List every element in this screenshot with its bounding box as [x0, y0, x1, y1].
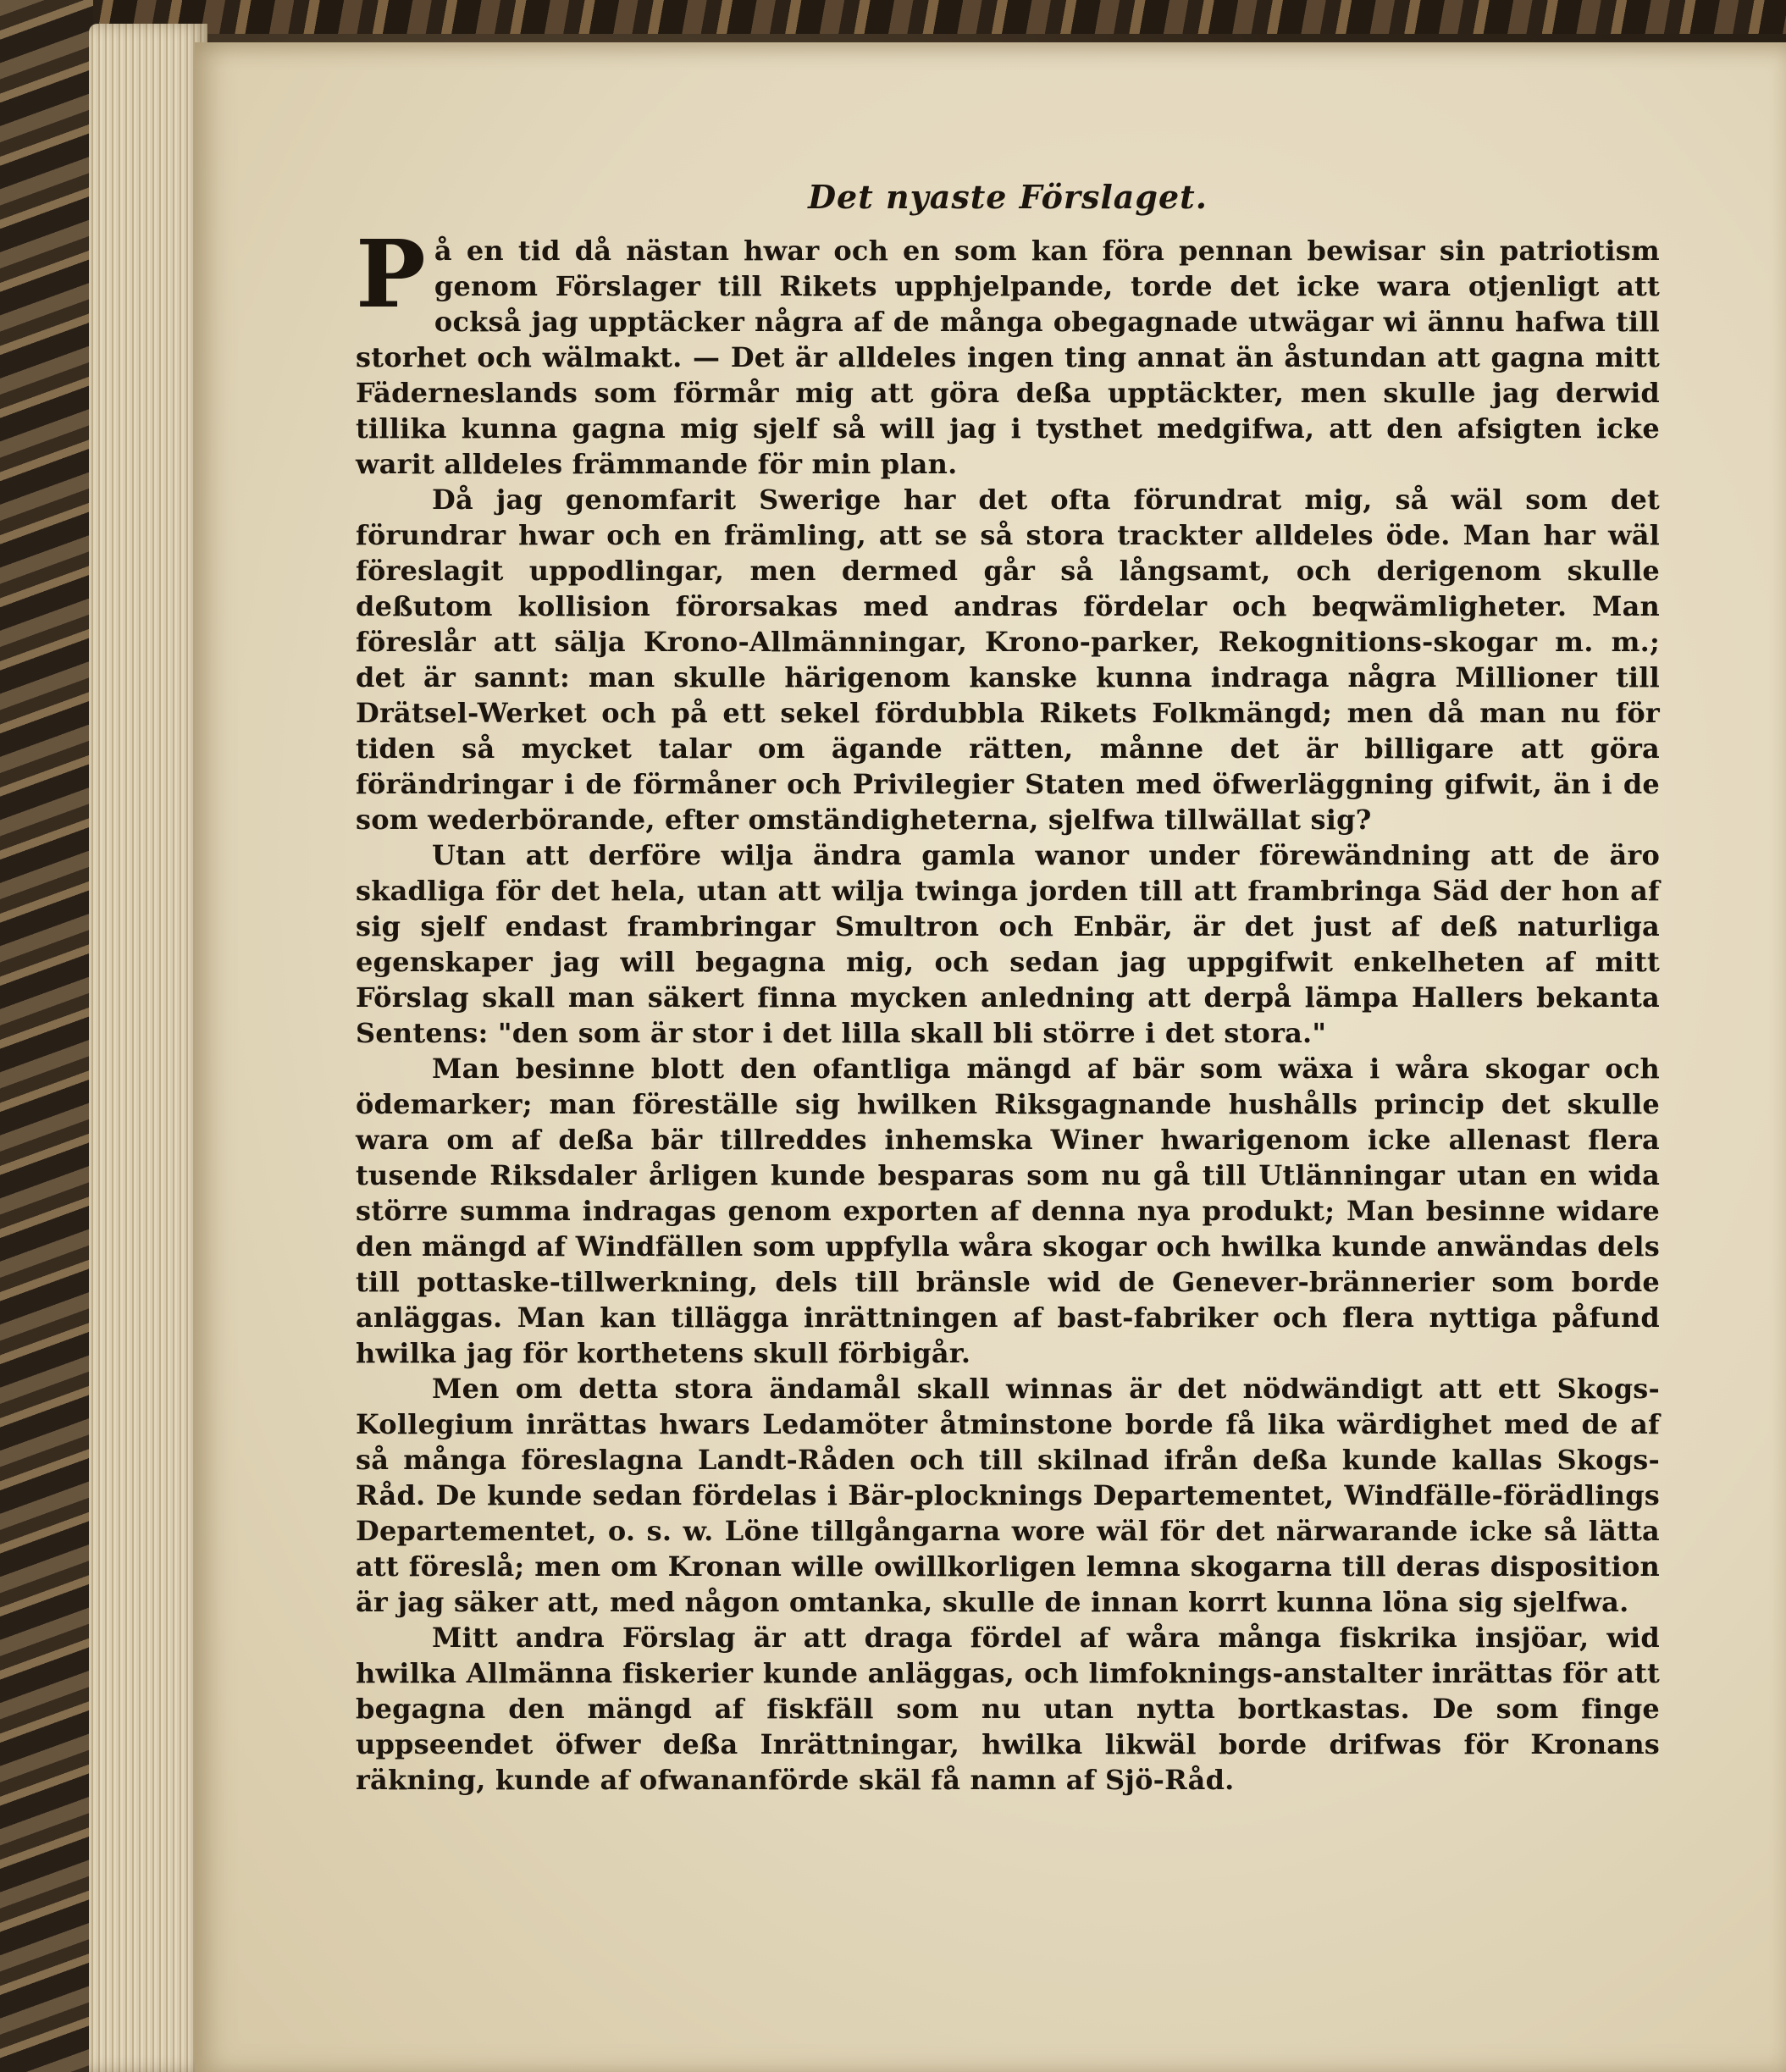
- dropcap: P: [356, 219, 426, 329]
- page-content: [356, 178, 1660, 1798]
- page-title: Det nyaste Förslaget.: [808, 178, 1208, 216]
- book-page: [195, 42, 1786, 2072]
- paragraph-1: [356, 219, 1660, 482]
- marbled-cover-left: [0, 0, 93, 2072]
- paragraph-1-text: å en tid då nästan hwar och en som kan föra pennan bewisar sin patriotism genom Förslager till Rikets upphjelpande, torde det icke wara otjenligt att också jag upptäcker några af de många obegagnade utwägar wi ännu hafwa till storhet och wälmakt. — Det är alldeles ingen ting annat än åstundan att gagna mitt Fäderneslands som förmår mig att göra deßa upptäckter, men skulle jag derwid tillika kunna gagna mig sjelf så will jag i tysthet medgifwa, att den afsigten icke warit alldeles främmande för min plan.: [356, 235, 1660, 480]
- paragraph-5: Men om detta stora ändamål skall winnas är det nödwändigt att ett Skogs-Kollegium inrättas hwars Ledamöter åtminstone borde få lika wärdighet med de af så många föreslagna Landt-Råden och till skilnad ifrån deßa kunde kallas Skogs-Råd. De kunde sedan fördelas i Bär-plocknings Departementet, Windfälle-förädlings Departementet, o. s. w. Löne tillgångarna wore wäl för det närwarande icke så lätta att föreslå; men om Kronan wille owillkorligen lemna skogarna till deras disposition är jag säker att, med någon omtanka, skulle de innan korrt kunna löna sig sjelfwa.: [356, 1373, 1660, 1618]
- paragraph-6: Mitt andra Förslag är att draga fördel af wåra många fiskrika insjöar, wid hwilka Allmänna fiskerier kunde anläggas, och limfoknings-anstalter inrättas för att begagna den mängd af fiskfäll som nu utan nytta bortkastas. De som finge uppseendet öfwer deßa Inrättningar, hwilka likwäl borde drifwas för Kronans räkning, kunde af ofwananförde skäl få namn af Sjö-Råd.: [356, 1622, 1660, 1796]
- page-edges: [89, 24, 207, 2072]
- paragraph-2: Då jag genomfarit Swerige har det ofta förundrat mig, så wäl som det förundrar hwar och en främling, att se så stora trackter alldeles öde. Man har wäl föreslagit uppodlingar, men dermed går så långsamt, och derigenom skulle deßutom kollision förorsakas med andras fördelar och beqwämligheter. Man föreslår att sälja Krono-Allmänningar, Krono-parker, Rekognitions-skogar m. m.; det är sannt: man skulle härigenom kanske kunna indraga några Millioner till Drätsel-Werket och på ett sekel fördubbla Rikets Folkmängd; men då man nu för tiden så mycket talar om ägande rätten, månne det är billigare att göra förändringar i de förmåner och Privilegier Staten med öfwerläggning gifwit, än i de som wederbörande, efter omständigheterna, sjelfwa tillwällat sig?: [356, 483, 1660, 836]
- paragraph-3: Utan att derföre wilja ändra gamla wanor under förewändning att de äro skadliga för det hela, utan att wilja twinga jorden till att frambringa Säd der hon af sig sjelf endast frambringar Smultron och Enbär, är det just af deß naturliga egenskaper jag will begagna mig, och sedan jag uppgifwit enkelheten af mitt Förslag skall man säkert finna mycken anledning att derpå lämpa Hallers bekanta Sentens: "den som är stor i det lilla skall bli större i det stora.": [356, 839, 1660, 1049]
- paragraph-4: Man besinne blott den ofantliga mängd af bär som wäxa i wåra skogar och ödemarker; man föreställe sig hwilken Riksgagnande hushålls princip det skulle wara om af deßa bär tillreddes inhemska Winer hwarigenom icke allenast flera tusende Riksdaler årligen kunde besparas som nu gå till Utlänningar utan en wida större summa indragas genom exporten af denna nya produkt; Man besinne widare den mängd af Windfällen som uppfylla wåra skogar och hwilka kunde anwändas dels till pottaske-tillwerkning, dels till bränsle wid de Genever-brännerier som borde anläggas. Man kan tillägga inrättningen af bast-fabriker och flera nyttiga påfund hwilka jag för korthetens skull förbigår.: [356, 1053, 1660, 1369]
- marbled-cover-top: [0, 0, 1786, 34]
